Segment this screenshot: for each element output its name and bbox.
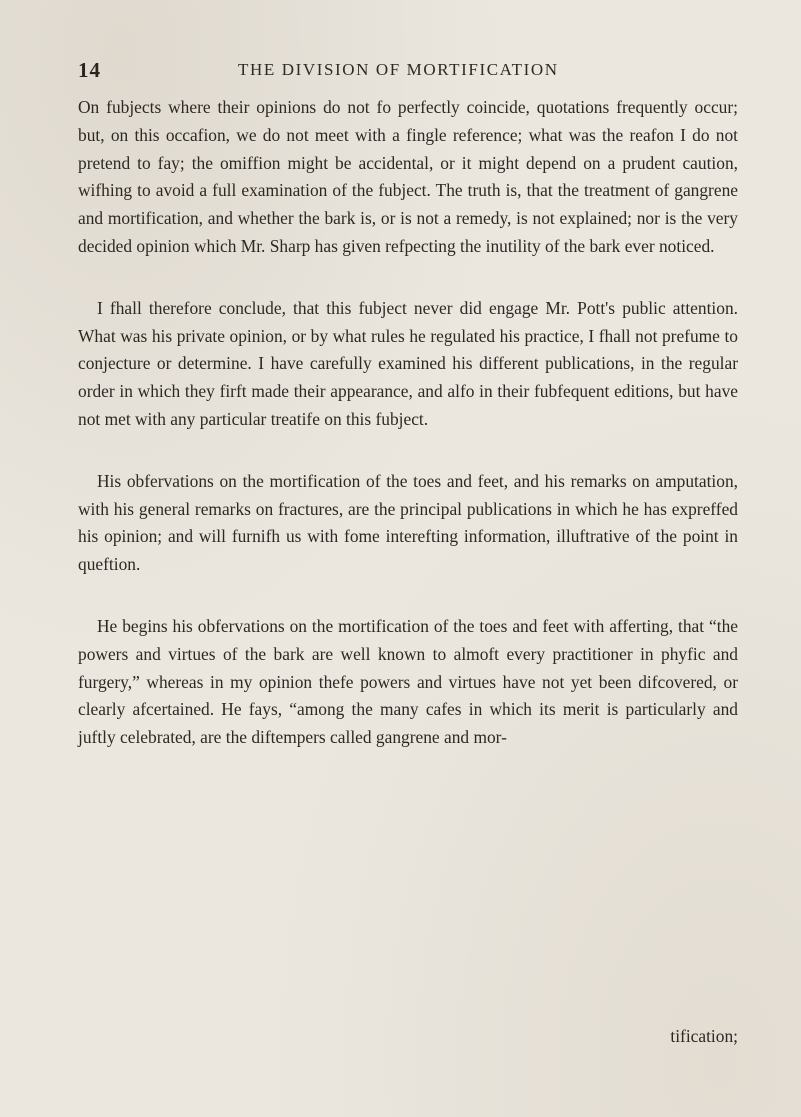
running-head: THE DIVISION OF MORTIFICATION [238,60,559,79]
paragraph-3: His obfervations on the mortification of the toes and feet, and his remarks on amputation, with his general remarks on fractures, are the principal publications in which he has expreffed his opinion; and will furnifh us with fome interefting information, illuftrative of the point in queftion. [78,470,738,575]
catchword: tification; [670,1026,738,1046]
page-header [78,58,738,88]
body-text [78,94,738,1046]
page-number: 14 [78,58,101,82]
paragraph-2: I fhall therefore conclude, that this fubject never did engage Mr. Pott's public attention. What was his private opinion, or by what rules he regulated his practice, I fhall not prefume to conjecture or determine. I have carefully examined his different publications, in the regular order in which they firft made their appearance, and alfo in their fubfequent editions, but have not met with any particular treatife on this fubject. [78,297,738,429]
paragraph-1: On fubjects where their opinions do not fo perfectly coincide, quotations frequently occur; but, on this occafion, we do not meet with a fingle reference; what was the reafon I do not pretend to fay; the omiffion might be accidental, or it might depend on a prudent caution, wifhing to avoid a full examination of the fubject. The truth is, that the treatment of gangrene and mortification, and whether the bark is, or is not a remedy, is not explained; nor is the very decided opinion which Mr. Sharp has given refpecting the inutility of the bark ever noticed. [78,97,738,256]
paragraph-4: He begins his obfervations on the mortification of the toes and feet with afferting, that “the powers and virtues of the bark are well known to almoft every practitioner in phyfic and furgery,” whereas in my opinion thefe powers and virtues have not yet been difcovered, or clearly afcertained. He fays, “among the many cafes in which its merit is particularly and juftly celebrated, are the diftempers called gangrene and mor- [78,615,738,748]
